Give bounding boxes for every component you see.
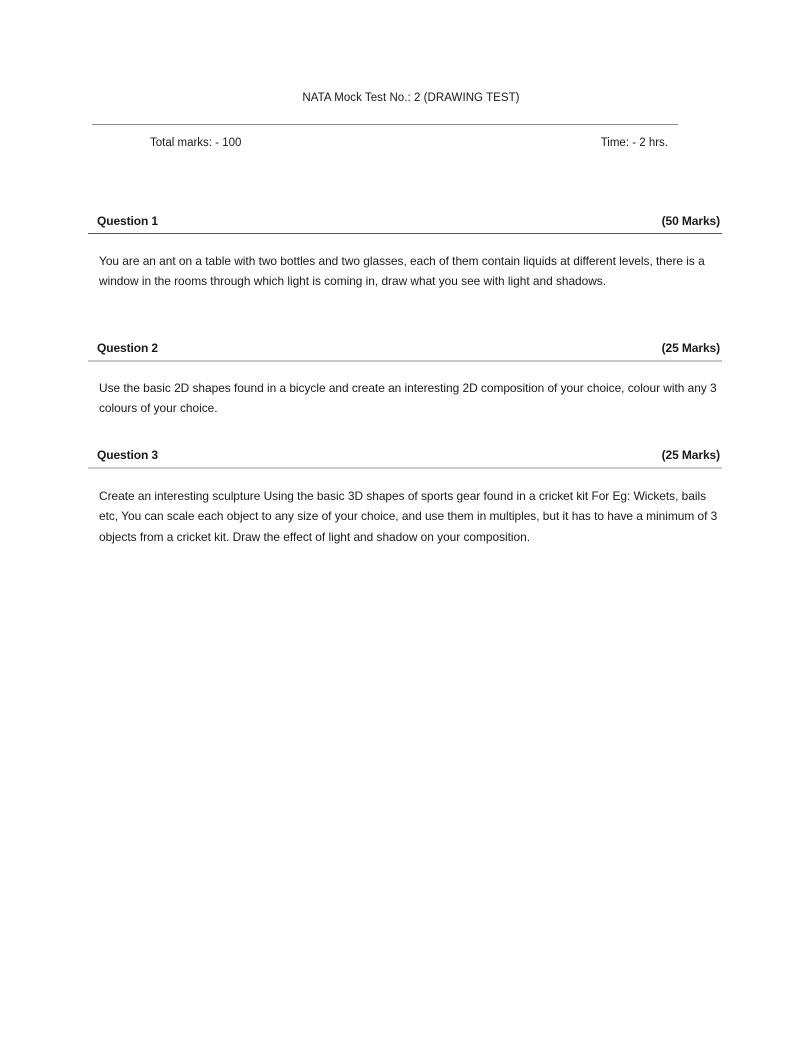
question-1-header (88, 211, 722, 233)
question-block-2 (0, 338, 810, 419)
question-2-marks: (25 Marks) (661, 341, 720, 355)
question-3-marks: (25 Marks) (661, 448, 720, 462)
question-1-label: Question 1 (97, 214, 159, 228)
header-divider (92, 124, 678, 125)
question-2-header (88, 338, 722, 360)
question-3-text: Create an interesting sculpture Using the basic 3D shapes of sports gear found in a cricket kit For Eg: Wickets, bails etc, You can scale each object to any size of your choice, and use them in multiples, but it has to have a minimum of 3 objects from a cricket kit. Draw the effect of light and shadow on your composition. (99, 489, 718, 544)
question-3-label: Question 3 (97, 448, 159, 462)
question-block-3 (0, 445, 810, 547)
question-block-1 (0, 211, 810, 292)
question-1-text: You are an ant on a table with two bottles and two glasses, each of them contain liquids at different levels, there is a window in the rooms through which light is coming in, draw what you see with light and shadows. (99, 254, 705, 289)
header-meta-row (92, 134, 678, 154)
total-marks-label: Total marks: - 100 (150, 137, 242, 149)
question-3-header (88, 445, 722, 467)
question-2-label: Question 2 (97, 341, 159, 355)
question-2-text: Use the basic 2D shapes found in a bicycle and create an interesting 2D composition of your choice, colour with any 3 colours of your choice. (99, 381, 717, 416)
document-header (0, 90, 810, 149)
time-allowed-label: Time: - 2 hrs. (600, 137, 668, 149)
question-1-marks: (50 Marks) (661, 214, 720, 228)
page-title: NATA Mock Test No.: 2 (DRAWING TEST) (302, 92, 520, 104)
